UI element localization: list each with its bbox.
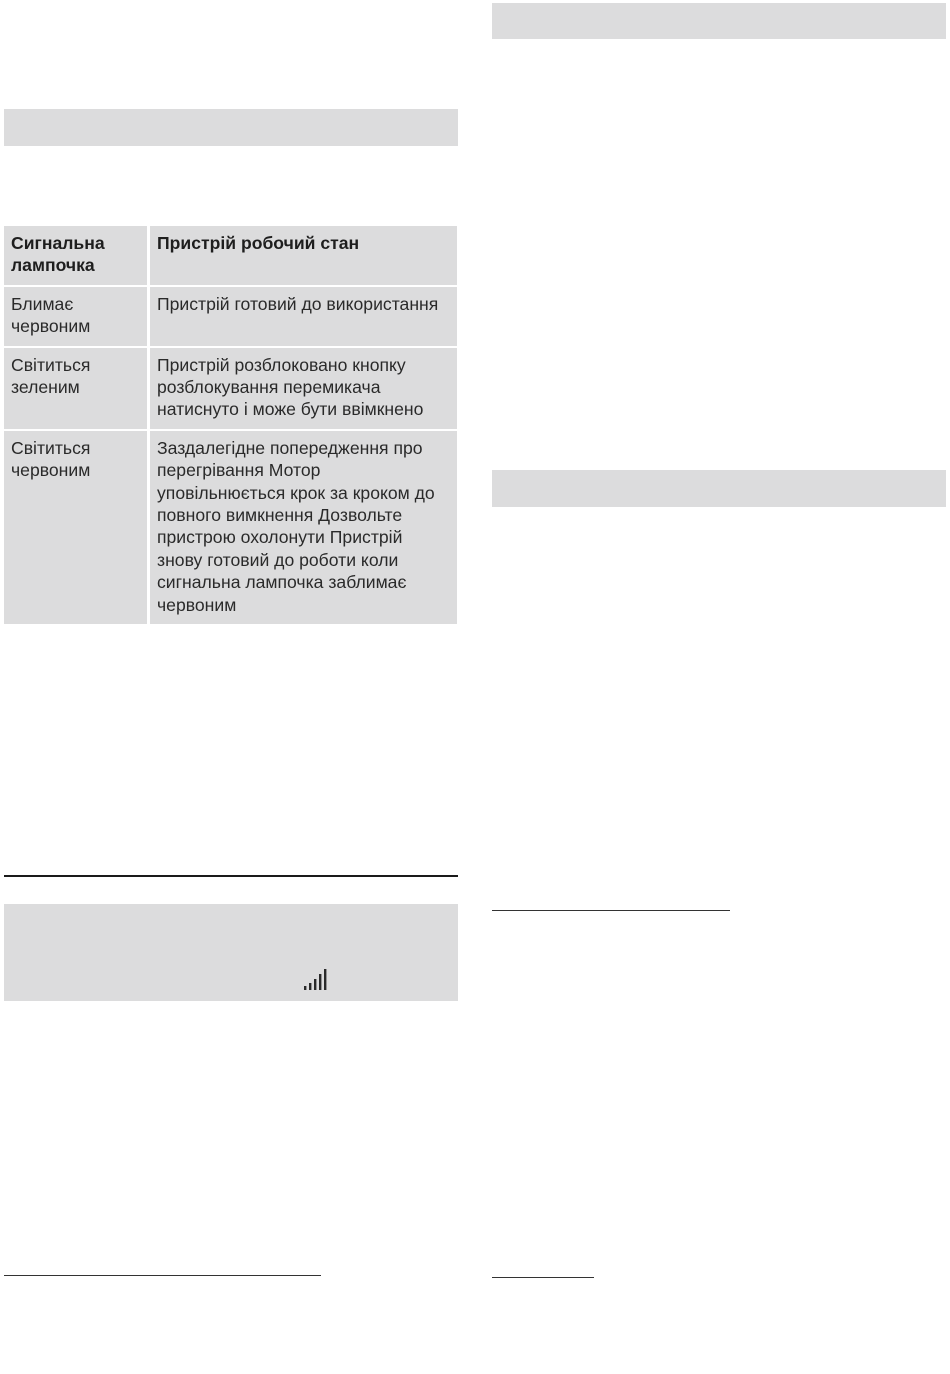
signal-strength-icon	[304, 968, 332, 992]
table-header-row	[4, 226, 457, 287]
lamp-cell: Блимає червоним	[4, 287, 150, 348]
lamp-cell: Світиться зеленим	[4, 348, 150, 431]
column-header-lamp: Сигнальна лампочка	[4, 226, 150, 287]
footnote-rule-left	[4, 1275, 321, 1276]
footnote-rule-right	[492, 910, 730, 911]
state-cell: Заздалегідне попередження про перегрівання Мотор уповільнюється крок за кроком до повного вимкнення Дозвольте пристрою охолонути Пристрій знову готовий до роботи коли сигнальна лампочка заблимає червоним	[150, 431, 457, 626]
table-row	[4, 348, 457, 431]
state-cell: Пристрій розблоковано кнопку розблокування перемикача натиснуто і може бути ввімкнено	[150, 348, 457, 431]
state-cell: Пристрій готовий до використання	[150, 287, 457, 348]
footnote-rule-right-bottom	[492, 1277, 594, 1278]
section-divider	[4, 875, 458, 877]
table-row	[4, 431, 457, 626]
indicator-status-table	[4, 226, 457, 626]
section-heading-band	[4, 109, 458, 146]
column-header-state: Пристрій робочий стан	[150, 226, 457, 287]
info-box	[4, 904, 458, 1001]
section-heading-band-right	[492, 470, 946, 507]
table-row	[4, 287, 457, 348]
lamp-cell: Світиться червоним	[4, 431, 150, 626]
section-heading-band-top-right	[492, 3, 946, 39]
